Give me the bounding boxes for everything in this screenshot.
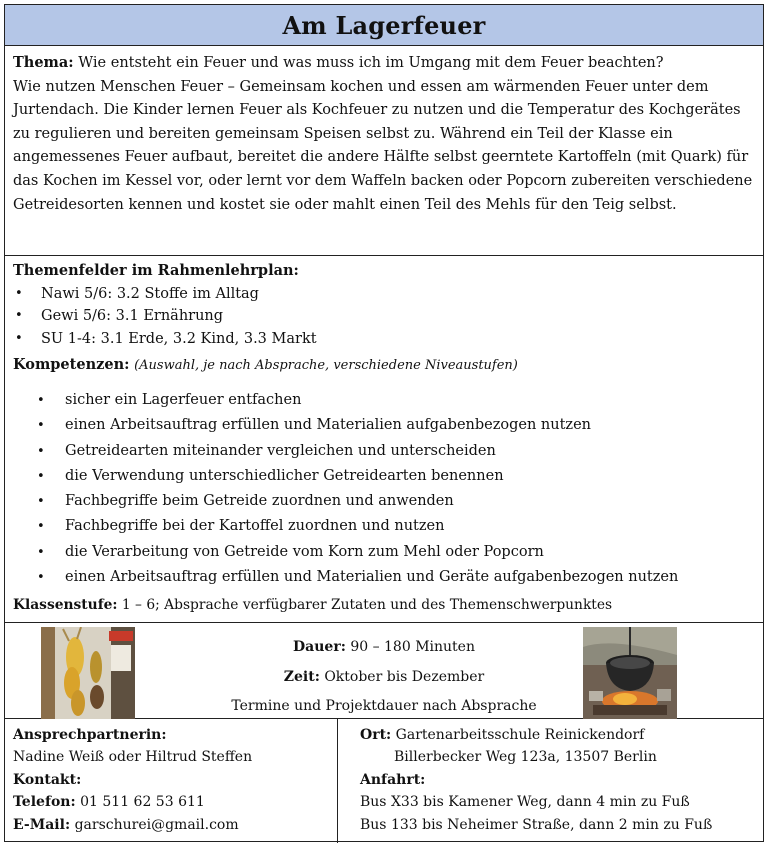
thema-label: Thema: xyxy=(13,54,74,71)
email-line xyxy=(13,814,329,836)
ort-value: Gartenarbeitsschule Reinickendorf xyxy=(395,727,645,743)
telefon-line xyxy=(13,791,329,813)
telefon-label: Telefon: xyxy=(13,794,76,811)
ansprech-value: Nadine Weiß oder Hiltrud Steffen xyxy=(13,749,253,766)
kontakt-label: Kontakt: xyxy=(13,771,82,788)
themenfelder-heading: Themenfelder im Rahmenlehrplan: xyxy=(13,262,299,279)
curriculum-section xyxy=(5,256,763,623)
thema-section xyxy=(5,46,763,256)
anfahrt-label: Anfahrt: xyxy=(360,771,426,788)
contact-right-column xyxy=(338,719,763,843)
email-value[interactable]: garschurei@gmail.com xyxy=(74,816,239,833)
anfahrt-line-1: Bus X33 bis Kamener Weg, dann 4 min zu Fuß xyxy=(360,794,690,811)
themenfelder-list xyxy=(13,283,755,351)
ansprech-label: Ansprechpartnerin: xyxy=(13,727,167,743)
thema-question: Wie entsteht ein Feuer und was muss ich im Umgang mit dem Feuer beachten? xyxy=(78,55,664,71)
zeit-value: Oktober bis Dezember xyxy=(324,668,485,685)
contact-left-column xyxy=(5,719,338,843)
list-item: • Fachbegriffe bei der Kartoffel zuordnen und nutzen xyxy=(13,514,755,539)
email-label: E-Mail: xyxy=(13,816,71,833)
list-item: • die Verarbeitung von Getreide vom Korn zum Mehl oder Popcorn xyxy=(13,540,755,565)
kompetenzen-heading: Kompetenzen: xyxy=(13,356,130,374)
list-item: • einen Arbeitsauftrag erfüllen und Materialien und Geräte aufgabenbezogen nutzen xyxy=(13,565,755,590)
kompetenzen-list xyxy=(13,388,755,590)
info-sheet xyxy=(4,4,764,842)
kompetenzen-note: (Auswahl, je nach Absprache, verschiedene Niveaustufen) xyxy=(134,358,518,374)
campfire-kettle-photo xyxy=(583,627,677,719)
list-item: • Nawi 5/6: 3.2 Stoffe im Alltag xyxy=(13,283,755,306)
ort-label: Ort: xyxy=(360,727,392,743)
list-item: • die Verwendung unterschiedlicher Getreidearten benennen xyxy=(13,464,755,489)
klassenstufe-line xyxy=(13,594,755,617)
list-item: • sicher ein Lagerfeuer entfachen xyxy=(13,388,755,413)
termine-section xyxy=(5,623,763,719)
list-item: • SU 1-4: 3.1 Erde, 3.2 Kind, 3.3 Markt xyxy=(13,328,755,351)
kompetenzen-header xyxy=(13,354,755,378)
klassenstufe-label: Klassenstufe: xyxy=(13,597,118,614)
contact-section xyxy=(5,719,763,843)
dauer-label: Dauer: xyxy=(293,639,346,655)
zeit-label: Zeit: xyxy=(283,668,320,685)
list-item: • Gewi 5/6: 3.1 Ernährung xyxy=(13,305,755,328)
page-title: Am Lagerfeuer xyxy=(5,5,763,46)
termine-note: Termine und Projektdauer nach Absprache xyxy=(231,698,537,714)
list-item: • Getreidearten miteinander vergleichen und unterscheiden xyxy=(13,439,755,464)
ort-address: Billerbecker Weg 123a, 13507 Berlin xyxy=(394,749,657,766)
list-item: • Fachbegriffe beim Getreide zuordnen und anwenden xyxy=(13,489,755,514)
klassenstufe-value: 1 – 6; Absprache verfügbarer Zutaten und des Themenschwerpunktes xyxy=(121,597,613,614)
anfahrt-line-2: Bus 133 bis Neheimer Straße, dann 2 min zu Fuß xyxy=(360,816,713,833)
ort-line xyxy=(360,724,763,746)
list-item: • einen Arbeitsauftrag erfüllen und Materialien aufgabenbezogen nutzen xyxy=(13,413,755,438)
thema-text: Wie nutzen Menschen Feuer – Gemeinsam kochen und essen am wärmenden Feuer unter dem Jurtendach. Die Kinder lernen Feuer als Kochfeuer zu nutzen und die Temperatur des Kochgerätes zu regulieren und bereiten gemeinsam Speisen selbst zu. Während ein Teil der Klasse ein angemessenes Feuer aufbaut, bereitet die andere Hälfte selbst geerntete Kartoffeln (mit Quark) für das Kochen im Kessel vor, oder lernt vor dem Waffeln backen oder Popcorn zubereiten verschiedene Getreidesorten kennen und kostet sie oder mahlt einen Teil des Mehls für den Teig selbst. xyxy=(13,78,753,213)
telefon-value: 01 511 62 53 611 xyxy=(80,794,205,811)
dauer-value: 90 – 180 Minuten xyxy=(350,639,475,655)
